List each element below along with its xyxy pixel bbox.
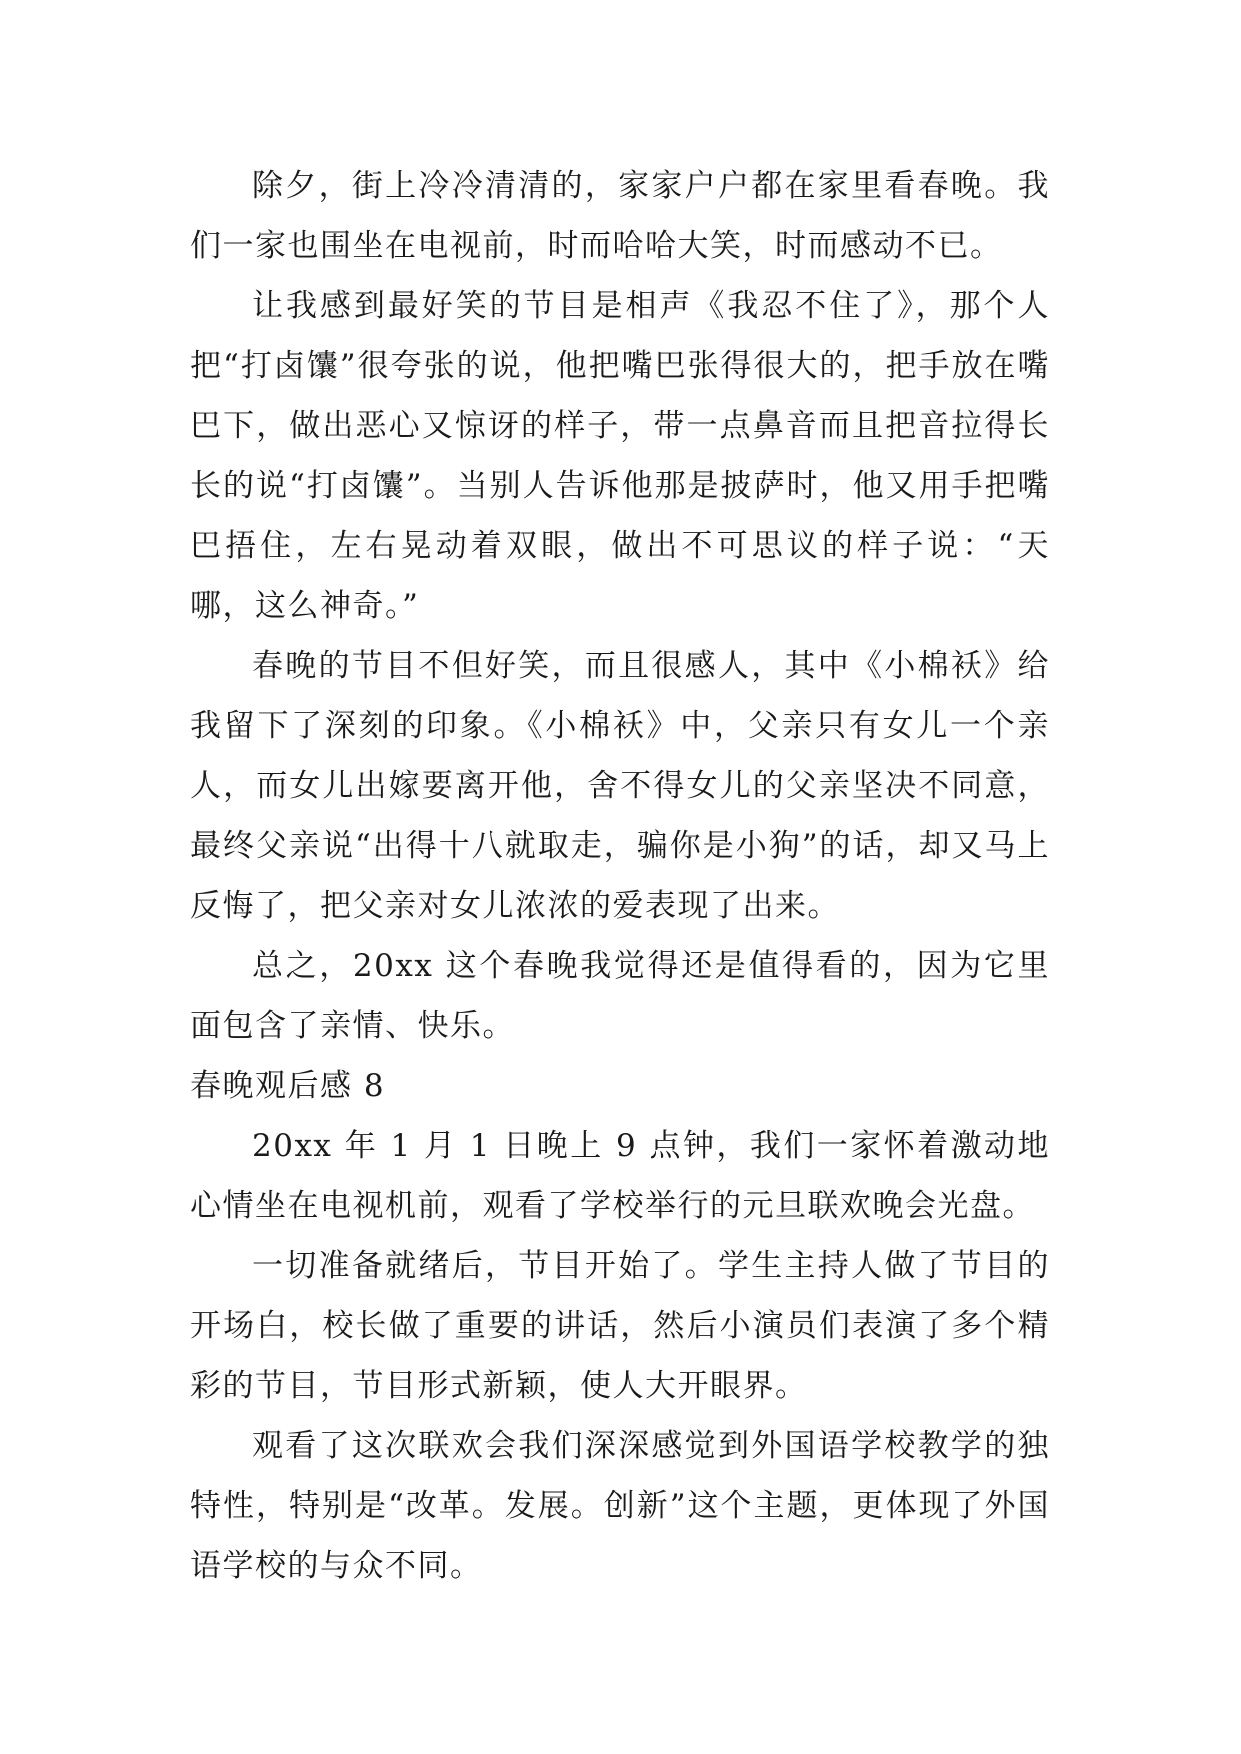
document-body [190, 156, 1050, 1596]
paragraph-gala-program: 一切准备就绪后，节目开始了。学生主持人做了节目的开场白，校长做了重要的讲话，然后小演员们表演了多个精彩的节目，节目形式新颖，使人大开眼界。 [190, 1248, 1050, 1404]
paragraph-gala-reflection: 观看了这次联欢会我们深深感觉到外国语学校教学的独特性，特别是“改革。发展。创新”这个主题，更体现了外国语学校的与众不同。 [190, 1428, 1050, 1584]
paragraph-new-year-eve: 除夕，街上冷冷清清的，家家户户都在家里看春晚。我们一家也围坐在电视前，时而哈哈大笑，时而感动不已。 [190, 168, 1050, 264]
section-heading: 春晚观后感 8 [190, 1068, 386, 1104]
paragraph-gala-intro: 20xx 年 1 月 1 日晚上 9 点钟，我们一家怀着激动地心情坐在电视机前，观看了学校举行的元旦联欢晚会光盘。 [190, 1128, 1050, 1224]
paragraph-conclusion: 总之，20xx 这个春晚我觉得还是值得看的，因为它里面包含了亲情、快乐。 [190, 948, 1050, 1044]
paragraph-little-jacket: 春晚的节目不但好笑，而且很感人，其中《小棉袄》给我留下了深刻的印象。《小棉袄》中，父亲只有女儿一个亲人，而女儿出嫁要离开他，舍不得女儿的父亲坚决不同意，最终父亲说“出得十八就取走，骗你是小狗”的话，却又马上反悔了，把父亲对女儿浓浓的爱表现了出来。 [190, 648, 1050, 924]
paragraph-crosstalk: 让我感到最好笑的节目是相声《我忍不住了》，那个人把“打卤馕”很夸张的说，他把嘴巴张得很大的，把手放在嘴巴下，做出恶心又惊讶的样子，带一点鼻音而且把音拉得长长的说“打卤馕”。当别人告诉他那是披萨时，他又用手把嘴巴捂住，左右晃动着双眼，做出不可思议的样子说：“天哪，这么神奇。” [190, 288, 1050, 624]
